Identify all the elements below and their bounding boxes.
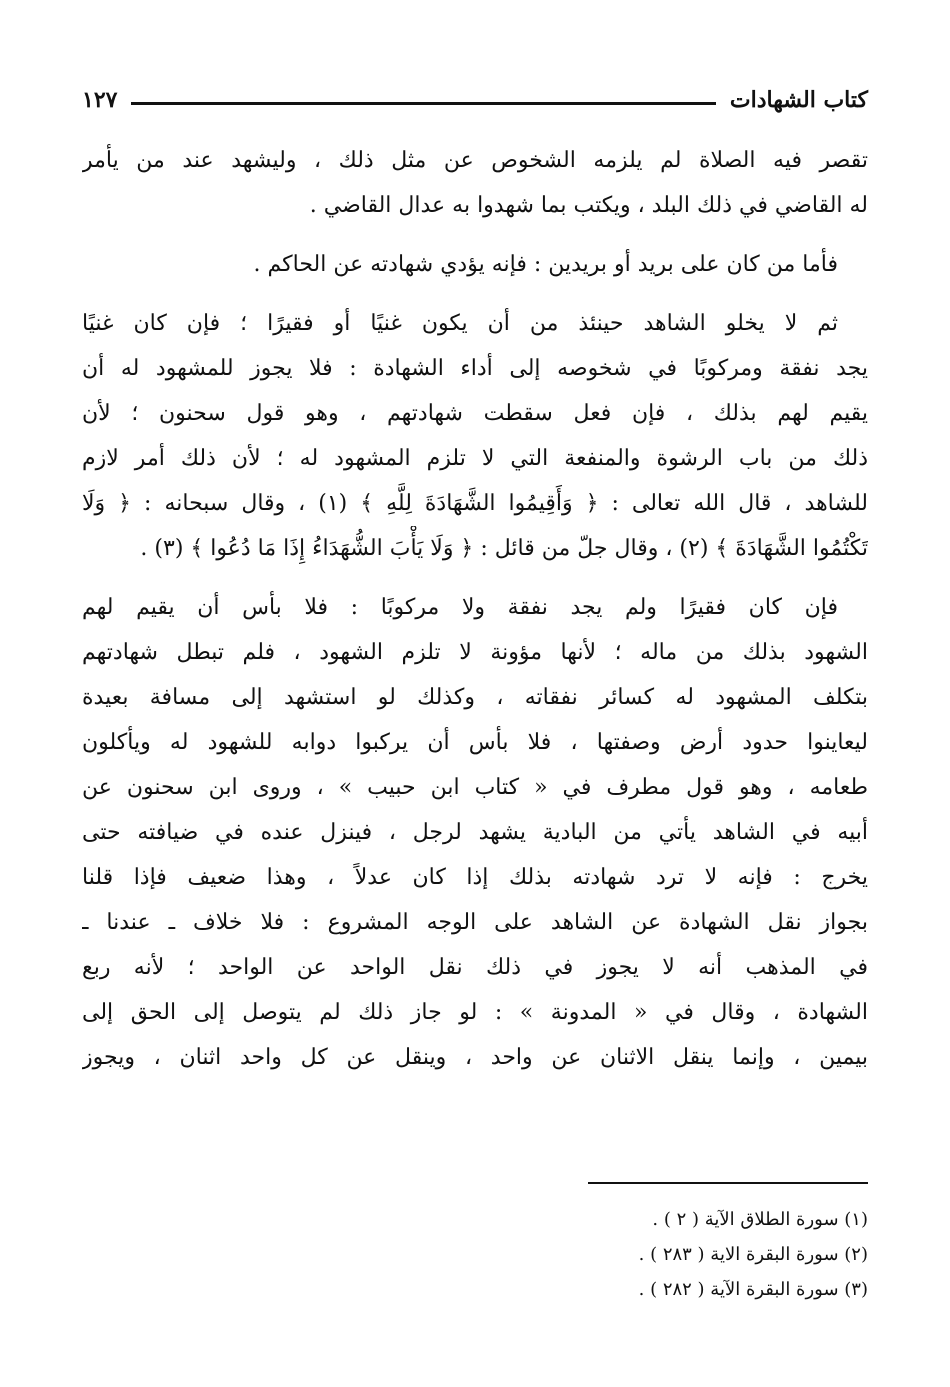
text-line: فإن كان فقيرًا ولم يجد نفقة ولا مركوبًا : فلا بأس أن يقيم لهم [82,595,838,620]
text-line: يقيم لهم بذلك ، فإن فعل سقطت شهادتهم ، وهو قول سحنون ؛ لأن [82,401,868,426]
footnote: (١) سورة الطلاق الآية ( ٢ ) . [652,1209,868,1230]
text-line: بيمين ، وإنما ينقل الاثنان عن واحد ، وينقل عن كل واحد اثنان ، ويجوز [82,1045,868,1070]
text-line: تَكْتُمُوا الشَّهَادَةَ ﴾ (٢) ، وقال جلّ من قائل : ﴿ وَلَا يَأْبَ الشُّهَدَاءُ إِذَا مَا دُعُوا ﴾ (٣) . [140,536,868,561]
text-line: فأما من كان على بريد أو بريدين : فإنه يؤدي شهادته عن الحاكم . [253,252,838,277]
text-line: ثم لا يخلو الشاهد حينئذ من أن يكون غنيًا أو فقيرًا ؛ فإن كان غنيًا [82,311,838,336]
text-line: له القاضي في ذلك البلد ، ويكتب بما شهدوا به عدال القاضي . [309,193,868,218]
text-line: للشاهد ، قال الله تعالى : ﴿ وَأَقِيمُوا الشَّهَادَةَ لِلَّهِ ﴾ (١) ، وقال سبحانه : ﴿ وَلَا [82,491,868,516]
footnote: (٣) سورة البقرة الآية ( ٢٨٢ ) . [638,1279,868,1300]
main-text [82,138,868,1080]
page-number: ١٢٧ [82,87,118,113]
text-line: ذلك من باب الرشوة والمنفعة التي لا تلزم المشهود له ؛ لأن ذلك أمر لازم [82,446,868,471]
text-line: الشهود بذلك من ماله ؛ لأنها مؤونة لا تلزم الشهود ، فلم تبطل شهادتهم [82,640,868,665]
header-rule [131,102,715,105]
text-line: ليعاينوا حدود أرض وصفتها ، فلا بأس أن يركبوا دوابه للشهود له ويأكلون [82,730,868,755]
text-line: أبيه في الشاهد يأتي من البادية يشهد لرجل ، فينزل عنده في ضيافته حتى [82,820,868,845]
text-line: بجواز نقل الشهادة عن الشاهد على الوجه المشروع : فلا خلاف ـ عندنا ـ [82,910,868,935]
text-line: الشهادة ، وقال في « المدونة » : لو جاز ذلك لم يتوصل إلى الحق إلى [82,1000,868,1025]
text-line: يخرج : فإنه لا ترد شهادته بذلك إذا كان عدلاً ، وهذا ضعيف فإذا قلنا [82,865,868,890]
footnote: (٢) سورة البقرة الاية ( ٢٨٣ ) . [638,1244,868,1265]
text-line: في المذهب أنه لا يجوز في ذلك نقل الواحد عن الواحد ؛ لأنه ربع [82,955,868,980]
chapter-title: كتاب الشهادات [729,87,868,113]
text-line: يجد نفقة ومركوبًا في شخوصه إلى أداء الشهادة : فلا يجوز للمشهود له أن [82,356,868,381]
text-line: طعامه ، وهو قول مطرف في « كتاب ابن حبيب » ، وروى ابن سحنون عن [82,775,868,800]
running-header [82,80,868,120]
footnotes [82,1202,868,1307]
footnote-separator [588,1182,868,1184]
text-line: بتكلف المشهود له كسائر نفقاته ، وكذلك لو استشهد إلى مسافة بعيدة [82,685,868,710]
text-line: تقصر فيه الصلاة لم يلزمه الشخوص عن مثل ذلك ، وليشهد عند من يأمر [82,148,868,173]
